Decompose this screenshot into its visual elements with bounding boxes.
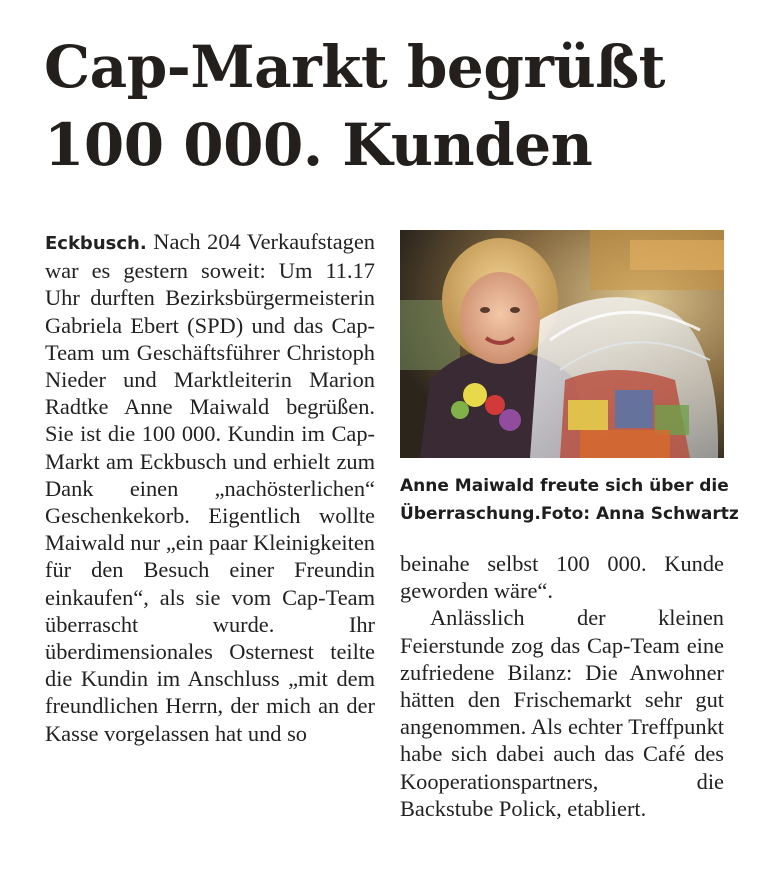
body-left-text: Nach 204 Verkaufstagen war es gestern soweit: Um 11.17 Uhr durften Bezirksbürgermeisterin Gabriela Ebert (SPD) und das Cap-Team um Geschäftsführer Christoph Nieder und Marktleiterin Marion Radtke Anne Maiwald begrüßen. Sie ist die 100 000. Kundin im Cap-Markt am Eckbusch und erhielt zum Dank einen „nachösterlichen“ Geschenkekorb. Eigentlich wollte Maiwald nur „ein paar Kleinigkeiten für den Besuch einer Freundin einkaufen“, als sie vom Cap-Team überrascht wurde. Ihr überdimensionales Osternest teilte die Kundin im Anschluss „mit dem freundlichen Herrn, der mich an der Kasse vorgelassen hat und so [45,229,375,746]
body-right-paragraph-1: beinahe selbst 100 000. Kunde geworden wäre“. [400,551,724,604]
photo-woman-with-gift-basket [400,230,724,458]
headline-line-1: Cap-Markt begrüßt [44,33,665,101]
caption-line-2 [400,500,739,528]
article-photo [400,230,724,458]
body-paragraph-1 [45,228,375,747]
headline-line-2: 100 000. Kunden [44,111,593,179]
body-right-paragraph-2: Anlässlich der kleinen Feierstunde zog das Cap-Team eine zufriedene Bilanz: Die Anwohner hätten den Frischemarkt sehr gut angenommen. Als echter Treffpunkt habe sich dabei auch das Café des Kooperationspartners, die Backstube Polick, etabliert. [400,605,724,821]
photo-caption [400,472,739,528]
article-body-left-column [45,228,375,747]
caption-line-1: Anne Maiwald freute sich über die [400,476,729,496]
dateline: Eckbusch. [45,233,147,254]
article-headline [44,28,744,184]
caption-text: Überraschung. [400,504,541,524]
photo-credit: Foto: Anna Schwartz [540,504,739,524]
article-body-right-column [400,550,724,822]
